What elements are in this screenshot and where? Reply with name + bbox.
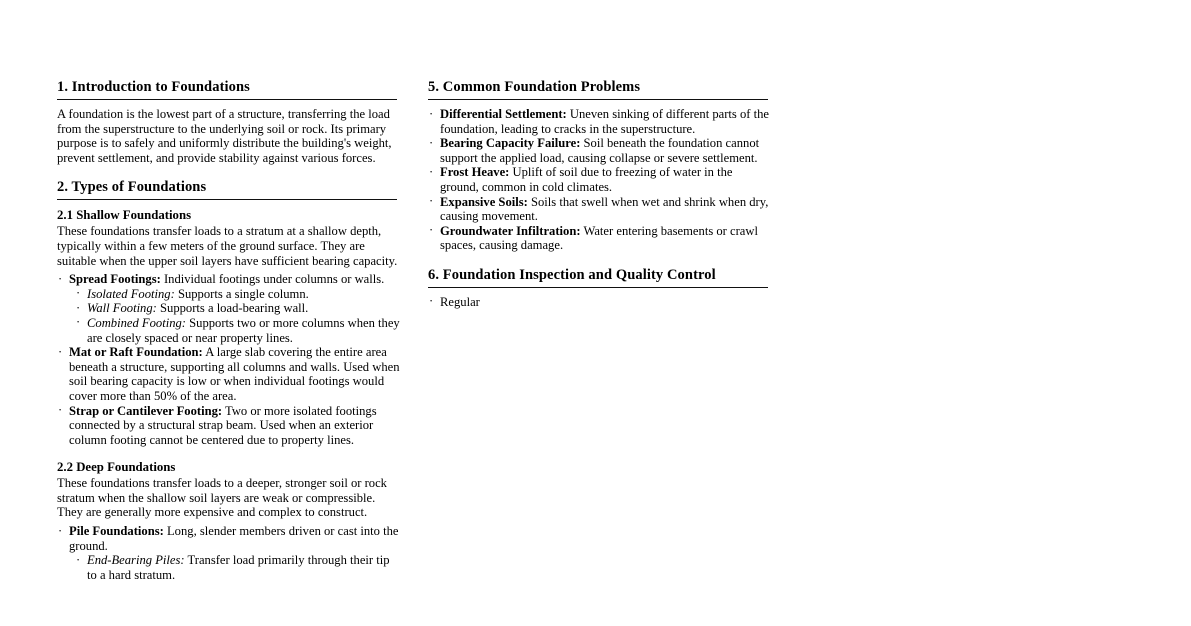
list-item (428, 195, 771, 224)
section-common-foundation-problems (428, 78, 771, 253)
list-item-text: Individual footings under columns or walls. (163, 272, 385, 287)
list-item (57, 524, 400, 582)
bullet-icon: · (429, 106, 434, 121)
sub-list-item-text: Transfer load primarily through their tip to a hard stratum. (87, 553, 390, 582)
heading-rule (428, 287, 768, 288)
list-item (57, 404, 400, 448)
subsection-deep-foundations (57, 459, 400, 582)
section-heading: 6. Foundation Inspection and Quality Control (428, 266, 716, 283)
sub-list-item (69, 301, 400, 316)
bullet-list (57, 524, 400, 582)
right-column (428, 78, 771, 323)
list-item (428, 224, 771, 253)
list-item-label: Bearing Capacity Failure: (440, 136, 581, 151)
list-item-text: Uplift of soil due to freezing of water in the ground, common in cold climates. (440, 165, 733, 194)
list-item (428, 107, 771, 136)
list-item-label: Expansive Soils: (440, 194, 528, 209)
list-item-text: Water entering basements or crawl spaces, causing damage. (440, 223, 758, 253)
sub-list-item-text: Supports a single column. (177, 286, 309, 301)
list-item-label: Strap or Cantilever Footing: (69, 403, 223, 418)
sub-list-item (69, 553, 400, 582)
list-item-text: Long, slender members driven or cast into the ground. (69, 524, 399, 553)
subsection-paragraph: These foundations transfer loads to a deeper, stronger soil or rock stratum when the shallow soil layers are weak or compressible. They are generally more expensive and complex to construct. (57, 476, 387, 520)
sub-list-item-text: Supports two or more columns when they are closely spaced or near property lines. (87, 315, 400, 345)
bullet-icon: · (429, 164, 434, 179)
sub-list-item (69, 316, 400, 345)
bullet-icon: · (58, 403, 63, 417)
heading-rule (57, 199, 397, 200)
list-item-label: Mat or Raft Foundation: (69, 345, 203, 360)
sub-bullet-list (69, 553, 400, 582)
bullet-icon: · (58, 344, 63, 359)
subsection-shallow-foundations (57, 207, 400, 447)
section-types-of-foundations (57, 178, 400, 582)
list-item (428, 165, 771, 194)
list-item (57, 345, 400, 403)
bullet-list (428, 295, 771, 310)
section-heading: 1. Introduction to Foundations (57, 79, 250, 95)
bullet-icon: · (429, 194, 434, 209)
subsection-paragraph: These foundations transfer loads to a stratum at a shallow depth, typically within a few meters of the ground surface. They are suitable when the upper soil layers have sufficient bearing capacity. (57, 224, 398, 268)
bullet-icon: · (76, 300, 81, 315)
bullet-icon: · (429, 223, 434, 238)
section-foundation-inspection (428, 266, 771, 310)
list-item-text: Uneven sinking of different parts of the foundation, leading to cracks in the superstructure. (440, 107, 769, 136)
bullet-icon: · (429, 135, 434, 150)
sub-bullet-list (69, 287, 400, 345)
heading-rule (57, 99, 397, 100)
sub-list-item-label: Isolated Footing: (87, 286, 175, 301)
left-column (57, 78, 400, 595)
bullet-icon: · (76, 286, 81, 301)
bullet-icon: · (76, 552, 81, 567)
bullet-icon: · (429, 294, 434, 309)
list-item (428, 136, 771, 165)
bullet-list (428, 107, 771, 253)
list-item-text: Two or more isolated footings connected by a structural strap beam. Used when an exterior column footing cannot be centered due to property lines. (69, 403, 377, 447)
heading-rule (428, 99, 768, 100)
sub-list-item-label: Combined Footing: (87, 315, 186, 330)
subsection-heading: 2.1 Shallow Foundations (57, 208, 192, 223)
list-item-text: A large slab covering the entire area beneath a structure, supporting all columns and walls. Used when soil bearing capacity is low or when individual footings would cover more than 50% of the area. (69, 345, 400, 403)
section-introduction (57, 78, 400, 165)
list-item-label: Groundwater Infiltration: (440, 223, 581, 238)
list-item-label: Pile Foundations: (69, 524, 164, 539)
section-heading: 2. Types of Foundations (57, 179, 207, 196)
bullet-list (57, 272, 400, 447)
list-item (57, 272, 400, 345)
list-item-label: Spread Footings: (69, 272, 161, 287)
section-heading: 5. Common Foundation Problems (428, 79, 641, 95)
subsection-heading: 2.2 Deep Foundations (57, 460, 176, 475)
sub-list-item-label: End-Bearing Piles: (87, 553, 185, 568)
sub-list-item-text: Supports a load-bearing wall. (160, 301, 309, 316)
list-item-label: Differential Settlement: (440, 107, 567, 121)
section-paragraph: A foundation is the lowest part of a structure, transferring the load from the superstructure to the underlying soil or rock. Its primary purpose is to safely and uniformly distribute the building's weight, prevent settlement, and provide stability against various forces. (57, 107, 392, 165)
bullet-icon: · (76, 315, 81, 330)
sub-list-item-label: Wall Footing: (87, 301, 157, 316)
bullet-icon: · (58, 523, 63, 538)
list-item-text: Soil beneath the foundation cannot support the applied load, causing collapse or severe settlement. (440, 136, 760, 165)
sub-list-item (69, 287, 400, 302)
list-item-text: Soils that swell when wet and shrink when dry, causing movement. (440, 194, 769, 224)
list-item (428, 295, 771, 310)
bullet-icon: · (58, 271, 63, 286)
list-item-text: Regular (440, 294, 480, 309)
list-item-label: Frost Heave: (440, 165, 510, 180)
